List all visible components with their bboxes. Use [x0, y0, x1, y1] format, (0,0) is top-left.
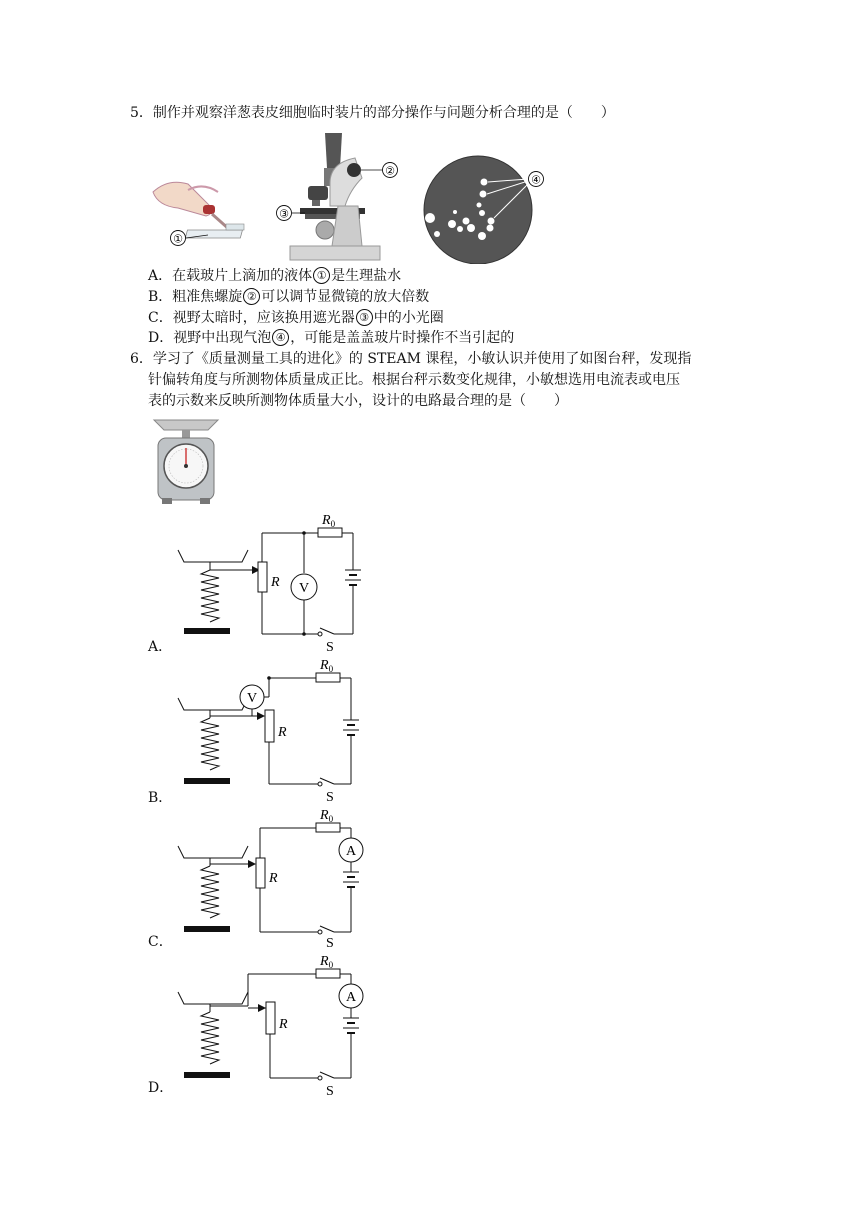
circuit-c-r0-label: $R_0$	[320, 808, 334, 824]
q5-option-d-text: D．视野中出现气泡	[148, 330, 272, 346]
label-4: ④	[531, 174, 541, 187]
circuit-b-r0-label: $R_0$	[320, 658, 334, 674]
label-2: ②	[385, 165, 395, 178]
q6-stem-line-3: 表的示数来反映所测物体质量大小，设计的电路最合理的是（ ）	[148, 393, 568, 409]
q5-option-d-text-end: ，可能是盖盖玻片时操作不当引起的	[290, 330, 515, 346]
q6-option-b: B．	[148, 790, 173, 806]
q6-option-c: C．	[148, 934, 173, 950]
circuit-a-r0-label: $R_0$	[322, 513, 336, 529]
circuit-d-r-label: R	[279, 1017, 288, 1032]
q5-option-b-text: B．粗准焦螺旋	[148, 289, 243, 305]
q6-stem-line-1: 6．学习了《质量测量工具的进化》的 STEAM 课程，小敏认识并使用了如图台秤，发现指	[130, 351, 692, 367]
q5-option-b-mark: ②	[243, 288, 260, 305]
platform-scale-figure	[150, 412, 222, 510]
field-of-view-figure	[410, 152, 550, 264]
q5-option-c-text-end: 中的小光圈	[373, 310, 444, 326]
circuit-c	[170, 804, 380, 950]
circuit-d-s-label: S	[326, 1084, 334, 1098]
q5-option-c-text: C．视野太暗时，应该换用遮光器	[148, 310, 355, 326]
circuit-c-r-label: R	[269, 871, 278, 886]
circuit-a-voltmeter-label: V	[298, 581, 310, 596]
microscope-figure	[270, 128, 400, 263]
dropper-slide-figure	[148, 172, 263, 252]
circuit-d-r0-label: $R_0$	[320, 954, 334, 970]
q5-option-c	[148, 308, 444, 328]
circuit-a-s-label: S	[326, 640, 334, 653]
q5-option-a-text: A．在载玻片上滴加的液体	[148, 268, 313, 284]
circuit-a	[170, 508, 380, 653]
circuit-a-r-label: R	[271, 575, 280, 590]
q5-option-b-text-end: 可以调节显微镜的放大倍数	[261, 289, 430, 305]
q5-option-d-mark: ④	[272, 329, 289, 346]
q5-stem: 5．制作并观察洋葱表皮细胞临时装片的部分操作与问题分析合理的是（ ）	[130, 105, 615, 121]
q5-option-b	[148, 287, 429, 307]
q6-option-a: A．	[148, 639, 173, 655]
circuit-b	[170, 656, 380, 804]
q5-option-a-text-end: 是生理盐水	[331, 268, 402, 284]
circuit-d	[170, 950, 380, 1098]
q5-option-c-mark: ③	[356, 309, 373, 326]
circuit-b-s-label: S	[326, 790, 334, 804]
label-1: ①	[173, 233, 183, 246]
q6-stem-line-2: 针偏转角度与所测物体质量成正比。根据台秤示数变化规律，小敏想选用电流表或电压	[148, 372, 680, 388]
q5-option-a-mark: ①	[313, 267, 330, 284]
circuit-b-r-label: R	[278, 725, 287, 740]
circuit-c-ammeter-label: A	[345, 844, 357, 859]
q6-option-d: D．	[148, 1080, 174, 1096]
circuit-b-voltmeter-label: V	[246, 691, 258, 706]
q5-option-d	[148, 328, 514, 348]
q5-option-a	[148, 266, 401, 286]
circuit-d-ammeter-label: A	[345, 990, 357, 1005]
label-3: ③	[279, 208, 289, 221]
circuit-c-s-label: S	[326, 936, 334, 950]
